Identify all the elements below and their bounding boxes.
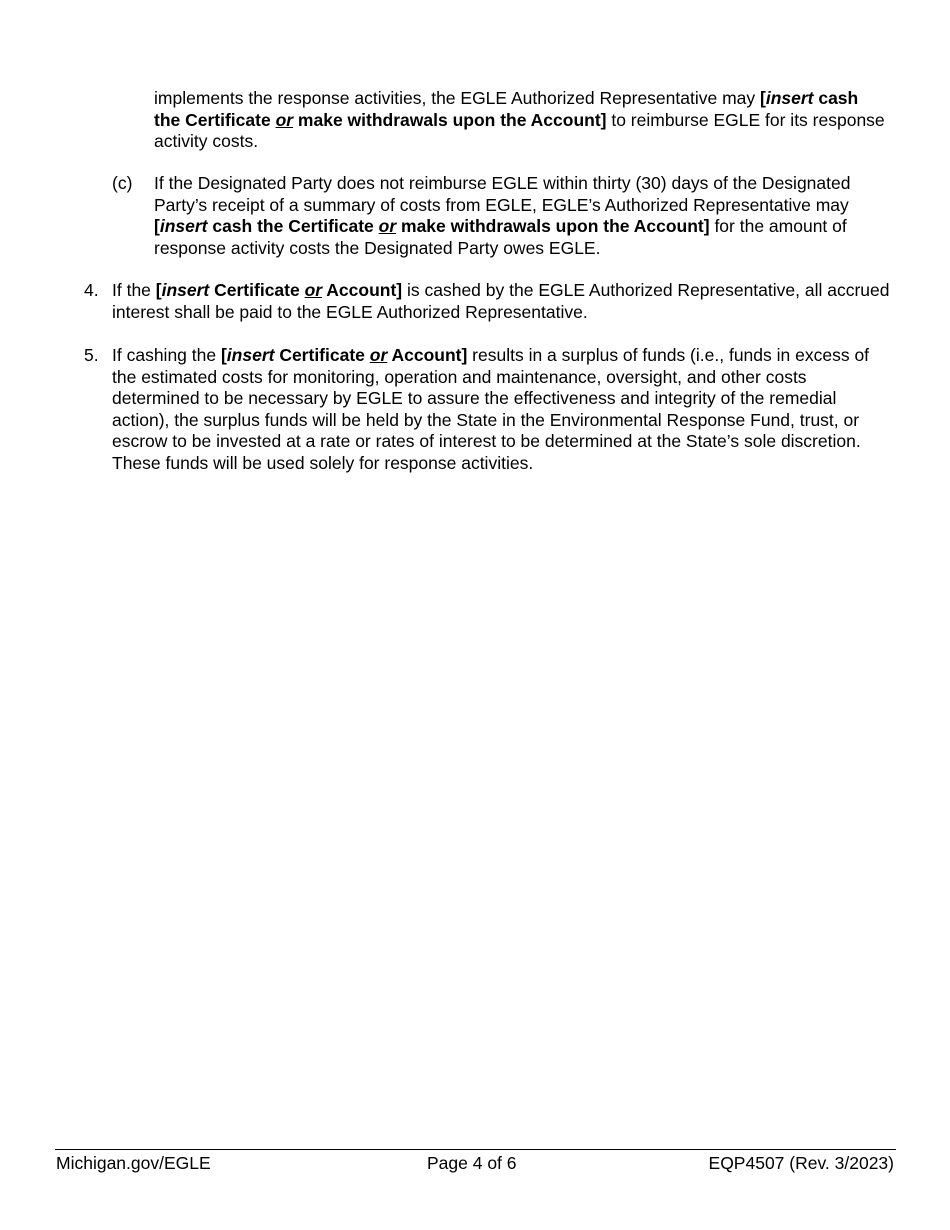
continued-paragraph: implements the response activities, the EGLE Authorized Representative may [insert cash the Certificate or make withdrawals upon the Account] to reimburse EGLE for its response activity costs. [154,88,885,151]
list-marker-c: (c) [112,173,133,193]
footer-website: Michigan.gov/EGLE [56,1153,211,1173]
footer-divider [55,1149,896,1150]
list-item-c: If the Designated Party does not reimburse EGLE within thirty (30) days of the Designated Party’s receipt of a summary of costs from EGLE, EGLE’s Authorized Representative may [insert cash the Certificate or make withdrawals upon the Account] for the amount of response activity costs the Designated Party owes EGLE. [154,173,851,258]
list-item-4: If the [insert Certificate or Account] is cashed by the EGLE Authorized Representative, all accrued interest shall be paid to the EGLE Authorized Representative. [112,280,890,322]
list-item-5: If cashing the [insert Certificate or Account] results in a surplus of funds (i.e., funds in excess of the estimated costs for monitoring, operation and maintenance, oversight, and other costs determined to be necessary by EGLE to assure the effectiveness and integrity of the remedial action), the surplus funds will be held by the State in the Environmental Response Fund, trust, or escrow to be invested at a rate or rates of interest to be determined at the State’s sole discretion. These funds will be used solely for response activities. [112,345,870,473]
list-marker-5: 5. [84,345,99,365]
footer-page-number: Page 4 of 6 [427,1153,517,1173]
list-marker-4: 4. [84,280,99,300]
footer-form-id: EQP4507 (Rev. 3/2023) [708,1153,894,1173]
